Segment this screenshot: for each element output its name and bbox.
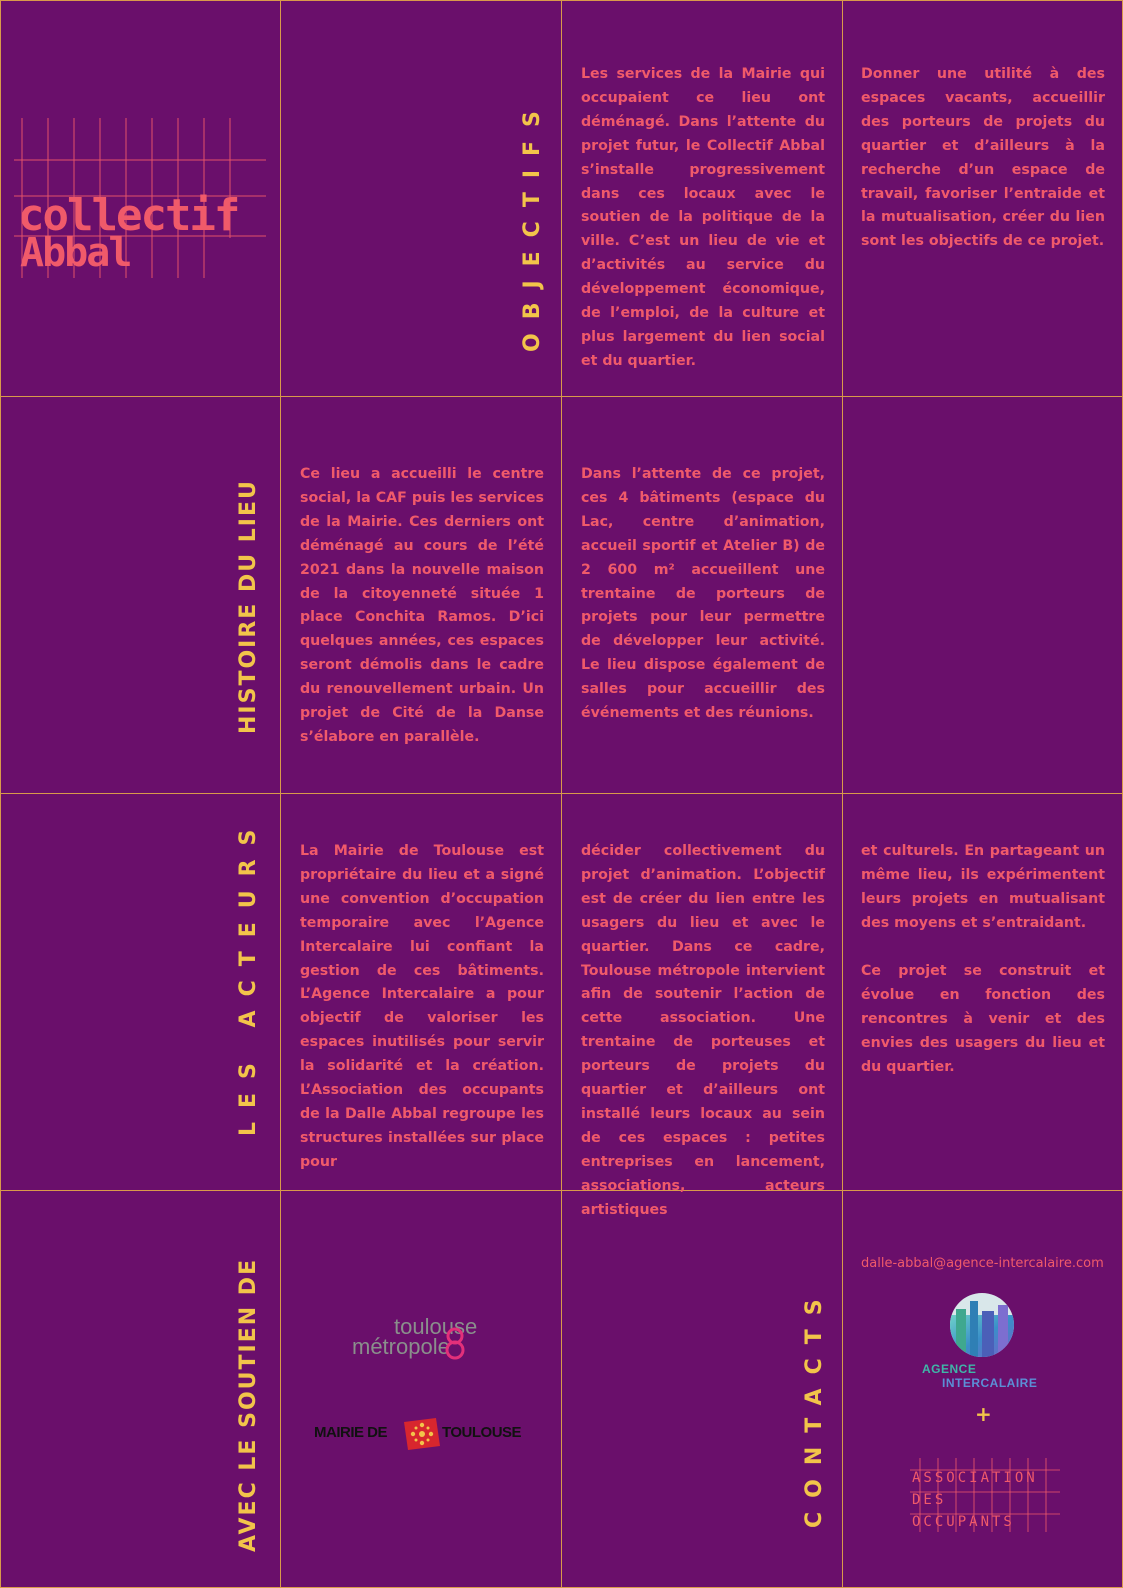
logo-line1: collectif: [18, 190, 239, 241]
toulouse-metropole-word2: métropole: [352, 1334, 450, 1359]
mairie-de-toulouse-logo: [314, 1416, 536, 1452]
acteurs-text-col3a: et culturels. En partageant un même lieu, ils expérimentent leurs projets en mutualisant des moyens et s’entraidant.: [861, 843, 1105, 931]
acteurs-text-col3b: Ce projet se construit et évolue en fonction des rencontres à venir et des envies des usagers du lieu et du quartier.: [861, 963, 1105, 1075]
mairie-left-text: MAIRIE DE: [314, 1424, 388, 1441]
mairie-right-text: TOULOUSE: [442, 1424, 522, 1441]
cell-histoire-col3: [842, 396, 1123, 794]
histoire-text-col1: Ce lieu a accueilli le centre social, la CAF puis les services de la Mairie. Ces derniers ont déménagé au cours de l’été 2021 dans la nouvelle maison de la citoyenneté située 1 place Conchita Ramos. D’ici quelques années, ces espaces seront démolis dans le cadre du renouvellement urbain. Un projet de Cité de la Danse s’élabore en parallèle.: [300, 466, 544, 745]
contact-email-link[interactable]: dalle-abbal@agence-intercalaire.com: [861, 1256, 1104, 1271]
acteurs-heading: LES ACTEURS: [236, 815, 261, 1136]
cell-contacts-heading: [561, 1190, 843, 1588]
logo-line2: Abbal: [20, 230, 131, 276]
cell-soutien-logos: [280, 1190, 562, 1588]
contacts-heading: CONTACTS: [802, 1285, 827, 1528]
acteurs-text-col2: décider collectivement du projet d’animation. L’objectif est de créer du lien entre les usagers du lieu et avec le quartier. Dans ce cadre, Toulouse métropole intervient afin de soutenir l’action de cette association. Une trentaine de porteuses et porteurs de projets du quartier et d’ailleurs ont installé leurs locaux au sein de ces espaces : petites entreprises en lancement, associations, acteurs artistiques: [581, 843, 825, 1218]
occitan-cross-icon: [402, 1416, 442, 1452]
histoire-heading: HISTOIRE DU LIEU: [236, 479, 261, 734]
agence-text-1: AGENCE: [922, 1362, 977, 1376]
histoire-text-col2: Dans l’attente de ce projet, ces 4 bâtiments (espace du Lac, centre d’animation, accueil sportif et Atelier B) de 2 600 m² accueillent une trentaine de porteurs de projets pour leur permettre de développer leur activité. Le lieu dispose également de salles pour accueillir des événements et des réunions.: [581, 466, 825, 722]
objectifs-text-col3: Donner une utilité à des espaces vacants, accueillir des porteurs de projets du quartier et d’ailleurs à la recherche d’un espace de travail, favoriser l’entraide et la mutualisation, créer du lien sont les objectifs de ce projet.: [861, 66, 1105, 250]
plus-sign: +: [975, 1402, 992, 1426]
soutien-heading: AVEC LE SOUTIEN DE: [236, 1257, 261, 1552]
acteurs-text-col1: La Mairie de Toulouse est propriétaire du lieu et a signé une convention d’occupation temporaire avec l’Agence Intercalaire lui confiant la gestion de ces bâtiments. L’Agence Intercalaire a pour objectif de valoriser les espaces inutilisés pour servir la solidarité et la création. L’Association des occupants de la Dalle Abbal regroupe les structures installées sur place pour: [300, 843, 544, 1170]
association-occupants-logo: [910, 1458, 1060, 1532]
svg-text:DES: DES: [912, 1492, 947, 1508]
toulouse-metropole-logo: [350, 1316, 500, 1362]
svg-text:ASSOCIATION: ASSOCIATION: [912, 1470, 1038, 1486]
agence-text-2: INTERCALAIRE: [942, 1376, 1038, 1390]
objectifs-heading: OBJECTIFS: [520, 97, 545, 352]
objectifs-text-col2: Les services de la Mairie qui occupaient ce lieu ont déménagé. Dans l’attente du projet futur, le Collectif Abbal s’installe progressivement dans ces locaux avec le soutien de la politique de la ville. C’est un lieu de vie et d’activités au service du développement économique, de l’emploi, de la culture et plus largement du lien social et du quartier.: [581, 66, 825, 369]
agence-intercalaire-icon: [948, 1291, 1016, 1359]
toulouse-metropole-word1: toulouse: [394, 1314, 478, 1339]
collectif-abbal-logo: [14, 118, 269, 278]
svg-text:OCCUPANTS: OCCUPANTS: [912, 1514, 1015, 1530]
metropole-8-icon: [442, 1326, 468, 1360]
